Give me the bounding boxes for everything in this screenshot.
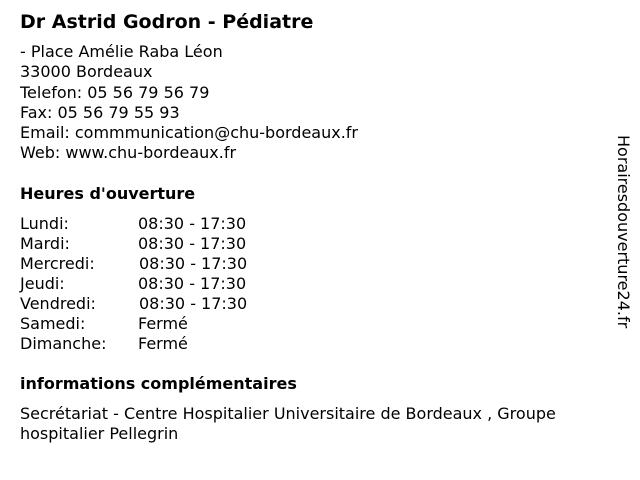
time-value: Fermé: [138, 313, 188, 333]
email-line[interactable]: Email: commmunication@chu-bordeaux.fr: [20, 123, 358, 143]
day-label: Jeudi:: [20, 273, 65, 293]
day-label: Samedi:: [20, 313, 86, 333]
time-value: 08:30 - 17:30: [138, 213, 247, 233]
page-title: Dr Astrid Godron - Pédiatre: [20, 11, 314, 33]
hours-row: [20, 214, 610, 234]
fax-line: Fax: 05 56 79 55 93: [20, 102, 180, 122]
hours-row: [20, 274, 610, 294]
opening-hours-table: [20, 214, 610, 354]
hours-row: [20, 234, 610, 254]
additional-info-text: Secrétariat - Centre Hospitalier Universitaire de Bordeaux , Groupe hospitalier Pellegrin: [20, 403, 556, 444]
time-value: 08:30 - 17:30: [139, 293, 248, 313]
day-label: Vendredi:: [20, 293, 96, 313]
day-label: Dimanche:: [20, 333, 107, 353]
additional-info-heading: informations complémentaires: [20, 373, 297, 393]
time-value: 08:30 - 17:30: [139, 253, 248, 273]
day-label: Mercredi:: [20, 253, 95, 273]
address-city: 33000 Bordeaux: [20, 62, 153, 82]
doctor-card: [20, 10, 610, 445]
contact-block: [20, 42, 610, 164]
hours-row: [20, 334, 610, 354]
hours-row: [20, 294, 610, 314]
hours-row: [20, 254, 610, 274]
hours-row: [20, 314, 610, 334]
site-watermark: Horairesdouverture24.fr: [614, 135, 633, 329]
phone-line[interactable]: Telefon: 05 56 79 56 79: [20, 82, 210, 102]
website-line[interactable]: Web: www.chu-bordeaux.fr: [20, 143, 237, 163]
address-street: - Place Amélie Raba Léon: [20, 42, 223, 61]
time-value: Fermé: [138, 333, 188, 353]
day-label: Mardi:: [20, 233, 70, 253]
time-value: 08:30 - 17:30: [138, 273, 247, 293]
time-value: 08:30 - 17:30: [138, 233, 247, 253]
opening-hours-heading: Heures d'ouverture: [20, 183, 196, 203]
day-label: Lundi:: [20, 213, 69, 233]
